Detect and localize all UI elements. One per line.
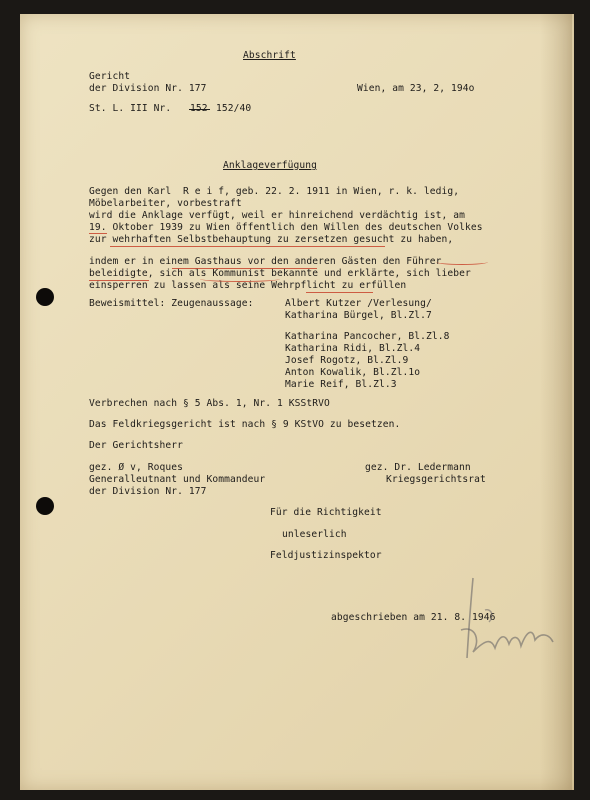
place-date: Wien, am 23, 2, 194o	[357, 83, 475, 94]
court-line-2: der Division Nr. 177	[89, 83, 207, 94]
punch-hole-upper	[36, 288, 54, 306]
witness-entry: Albert Kutzer /Verlesung/	[285, 298, 432, 309]
evidence-label: Beweismittel: Zeugenaussage:	[89, 298, 254, 309]
copied-date-line: abgeschrieben am 21. 8. 1946	[331, 612, 496, 623]
red-underline	[89, 233, 107, 234]
red-underline	[306, 292, 373, 293]
right-signature-line: gez. Dr. Ledermann	[365, 462, 471, 473]
witness-entry: Katharina Pancocher, Bl.Zl.8	[285, 331, 450, 342]
witness-entry: Katharina Bürgel, Bl.Zl.7	[285, 310, 432, 321]
red-underline	[436, 259, 488, 265]
body-line: einsperren zu lassen als seine Wehrpflicht zu erfüllen	[89, 280, 407, 291]
file-prefix: St. L. III Nr.	[89, 103, 172, 114]
red-underline	[200, 276, 280, 282]
section-heading: Anklageverfügung	[223, 160, 318, 171]
red-underline	[172, 268, 317, 269]
crime-reference: Verbrechen nach § 5 Abs. 1, Nr. 1 KSStRVO	[89, 398, 330, 409]
punch-hole-lower	[36, 497, 54, 515]
witness-entry: Katharina Ridi, Bl.Zl.4	[285, 343, 421, 354]
body-line: Möbelarbeiter, vorbestraft	[89, 198, 242, 209]
certification-line: unleserlich	[282, 529, 347, 540]
body-line: 19. Oktober 1939 zu Wien öffentlich den Willen des deutschen Volkes	[89, 222, 483, 233]
right-signature-line: Kriegsgerichtsrat	[386, 474, 486, 485]
file-number-struck: 152	[190, 103, 208, 114]
strikeout-mark	[189, 109, 210, 110]
red-underline	[110, 246, 385, 247]
handwritten-signature	[455, 570, 565, 680]
witness-entry: Anton Kowalik, Bl.Zl.1o	[285, 367, 421, 378]
left-signature-line: Generalleutnant und Kommandeur	[89, 474, 266, 485]
certification-line: Für die Richtigkeit	[270, 507, 382, 518]
left-signature-line: der Division Nr. 177	[89, 486, 207, 497]
body-line: indem er in einem Gasthaus vor den anderen Gästen den Führer	[89, 256, 442, 267]
red-underline	[89, 280, 149, 281]
body-line: beleidigte, sich als Kommunist bekannte und erklärte, sich lieber	[89, 268, 471, 279]
body-line: zur wehrhaften Selbstbehauptung zu zersetzen gesucht zu haben,	[89, 234, 454, 245]
file-number: 152/40	[216, 103, 252, 114]
certification-line: Feldjustizinspektor	[270, 550, 382, 561]
body-line: Gegen den Karl R e i f, geb. 22. 2. 1911 in Wien, r. k. ledig,	[89, 186, 460, 197]
court-line-1: Gericht	[89, 71, 131, 82]
document-title: Abschrift	[243, 50, 296, 61]
witness-entry: Josef Rogotz, Bl.Zl.9	[285, 355, 409, 366]
court-staffing: Das Feldkriegsgericht ist nach § 9 KStVO zu besetzen.	[89, 419, 401, 430]
authority-line: Der Gerichtsherr	[89, 440, 184, 451]
body-line: wird die Anklage verfügt, weil er hinreichend verdächtig ist, am	[89, 210, 466, 221]
witness-entry: Marie Reif, Bl.Zl.3	[285, 379, 397, 390]
left-signature-line: gez. Ø v, Roques	[89, 462, 184, 473]
